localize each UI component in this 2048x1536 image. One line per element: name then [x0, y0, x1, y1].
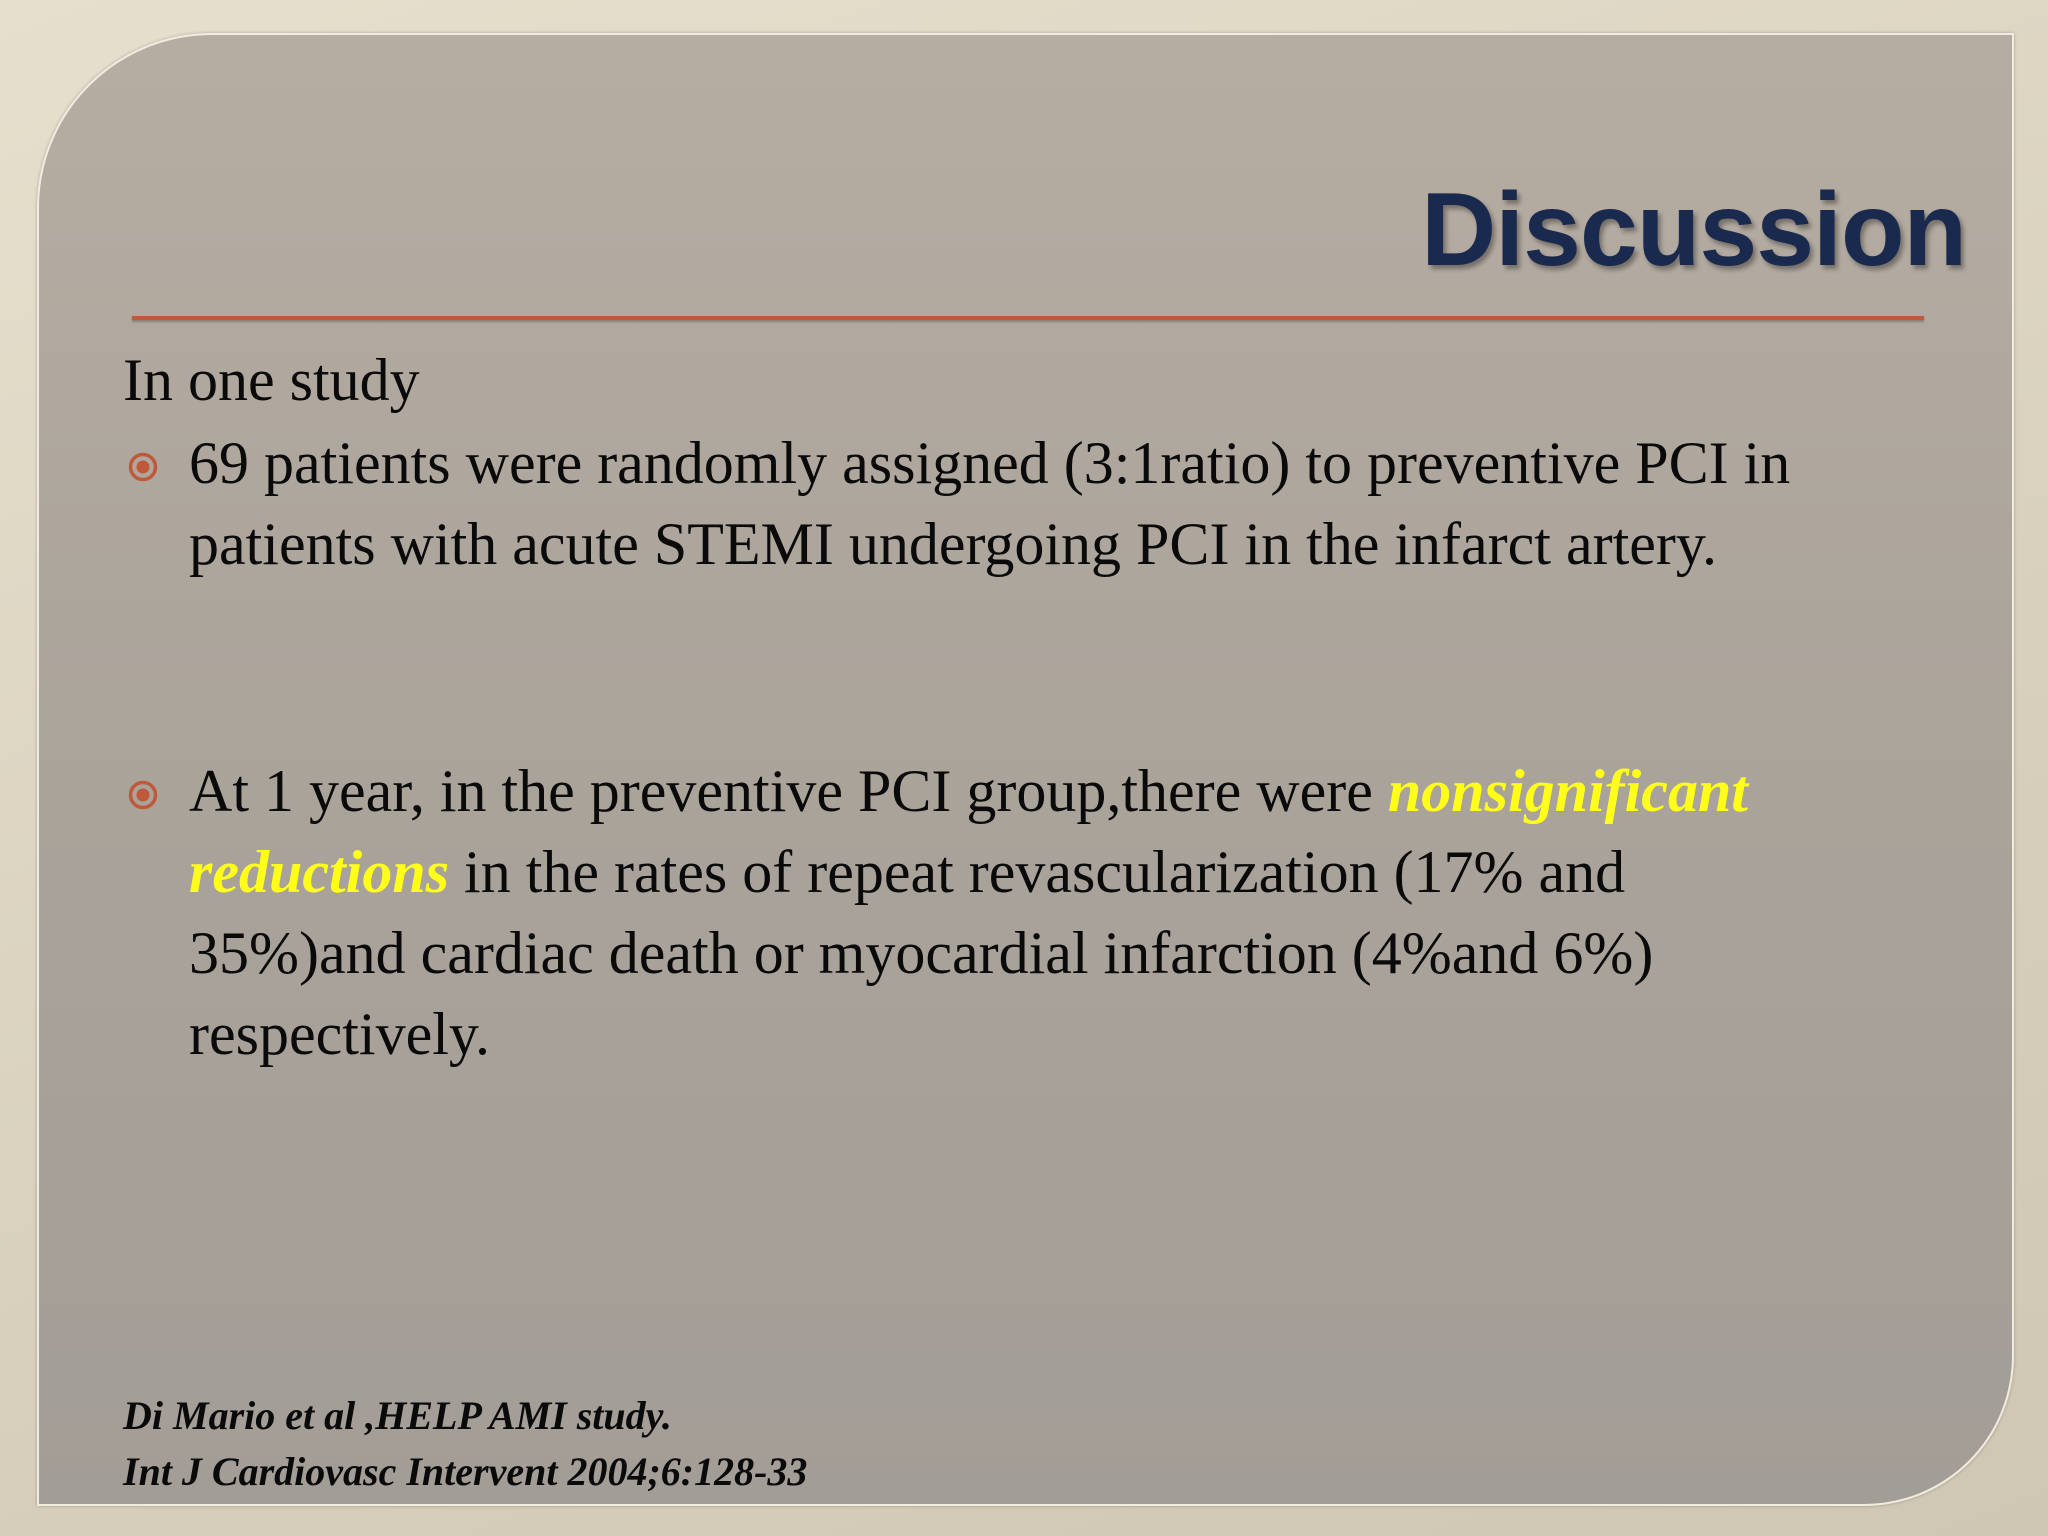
- bullet-item-2: [123, 751, 1843, 1075]
- bullet-text-2: [189, 751, 1843, 1075]
- bullet-text-2-end: in the rates of repeat revascularization (17% and 35%)and cardiac death or myocardial infarction (4%and 6%) respectively.: [189, 839, 1654, 1067]
- bullet-text-1: 69 patients were randomly assigned (3:1ratio) to preventive PCI in patients with acute STEMI undergoing PCI in the infarct artery.: [189, 430, 1791, 577]
- citation-line-1: Di Mario et al ,HELP AMI study.: [123, 1393, 672, 1438]
- target-bullet-icon: [127, 451, 159, 483]
- citation: [123, 1388, 807, 1500]
- bullet-text-2-start: At 1 year, in the preventive PCI group,there were: [189, 758, 1388, 824]
- intro-text: In one study: [123, 347, 420, 413]
- citation-line-2: Int J Cardiovasc Intervent 2004;6:128-33: [123, 1449, 808, 1494]
- slide-title: Discussion: [1421, 172, 1966, 288]
- bullet-item-1: [123, 423, 1843, 585]
- highlighted-phrase: nonsignificant reductions: [189, 758, 1748, 905]
- target-bullet-icon: [127, 779, 159, 811]
- title-divider: [132, 316, 1924, 320]
